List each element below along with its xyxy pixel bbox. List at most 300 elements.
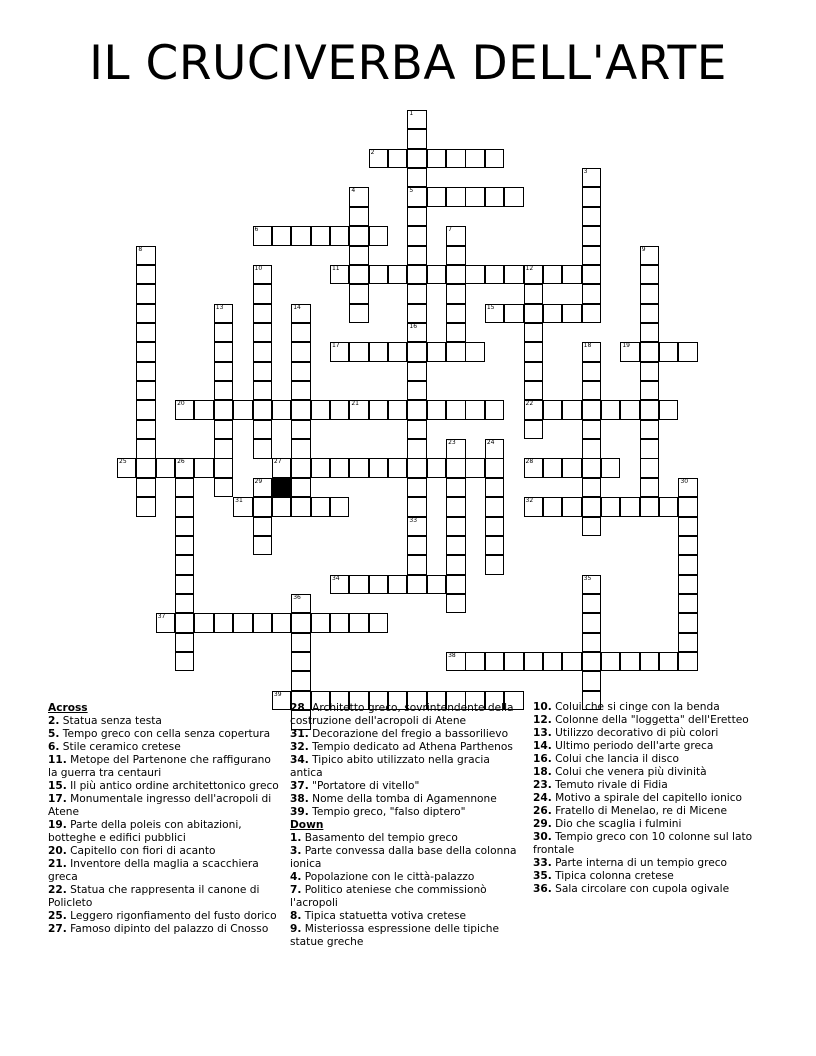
grid-cell[interactable] — [446, 555, 465, 574]
grid-cell[interactable] — [407, 168, 426, 187]
grid-cell[interactable] — [253, 304, 272, 323]
grid-cell[interactable] — [233, 613, 252, 632]
grid-cell[interactable] — [446, 226, 465, 245]
grid-cell[interactable] — [446, 536, 465, 555]
grid-cell[interactable] — [601, 497, 620, 516]
grid-cell[interactable] — [582, 613, 601, 632]
grid-cell[interactable] — [291, 342, 310, 361]
grid-cell[interactable] — [272, 497, 291, 516]
grid-cell[interactable] — [253, 265, 272, 284]
grid-cell[interactable] — [253, 420, 272, 439]
grid-cell[interactable] — [465, 342, 484, 361]
grid-cell[interactable] — [214, 381, 233, 400]
grid-cell[interactable] — [175, 555, 194, 574]
grid-cell[interactable] — [233, 497, 252, 516]
grid-cell[interactable] — [272, 458, 291, 477]
grid-cell[interactable] — [543, 304, 562, 323]
grid-cell[interactable] — [485, 652, 504, 671]
grid-cell[interactable] — [214, 613, 233, 632]
grid-cell[interactable] — [446, 323, 465, 342]
grid-cell[interactable] — [465, 652, 484, 671]
grid-cell[interactable] — [407, 284, 426, 303]
grid-cell[interactable] — [678, 575, 697, 594]
grid-cell[interactable] — [524, 323, 543, 342]
grid-cell[interactable] — [407, 129, 426, 148]
across-clue: 21. Inventore della maglia a scacchiera greca — [48, 858, 259, 883]
grid-cell[interactable] — [504, 304, 523, 323]
grid-cell[interactable] — [485, 478, 504, 497]
grid-cell[interactable] — [136, 400, 155, 419]
grid-cell[interactable] — [214, 478, 233, 497]
grid-cell[interactable] — [504, 265, 523, 284]
grid-cell[interactable] — [562, 265, 581, 284]
clue-number: 23 — [448, 439, 456, 447]
grid-cell[interactable] — [136, 381, 155, 400]
grid-cell[interactable] — [272, 400, 291, 419]
grid-cell[interactable] — [291, 400, 310, 419]
grid-cell[interactable] — [446, 497, 465, 516]
grid-cell[interactable] — [291, 439, 310, 458]
grid-cell[interactable] — [156, 613, 175, 632]
grid-cell[interactable] — [582, 207, 601, 226]
grid-cell[interactable] — [446, 304, 465, 323]
grid-cell[interactable] — [640, 246, 659, 265]
grid-cell[interactable] — [407, 149, 426, 168]
grid-cell[interactable] — [175, 536, 194, 555]
grid-cell[interactable] — [407, 458, 426, 477]
grid-cell[interactable] — [407, 187, 426, 206]
grid-cell[interactable] — [136, 246, 155, 265]
grid-cell[interactable] — [582, 420, 601, 439]
grid-cell[interactable] — [136, 284, 155, 303]
grid-cell[interactable] — [349, 458, 368, 477]
grid-cell[interactable] — [407, 420, 426, 439]
grid-cell[interactable] — [349, 187, 368, 206]
grid-cell[interactable] — [562, 458, 581, 477]
grid-cell[interactable] — [659, 652, 678, 671]
grid-cell[interactable] — [369, 400, 388, 419]
grid-cell[interactable] — [349, 400, 368, 419]
grid-cell[interactable] — [291, 420, 310, 439]
grid-cell[interactable] — [291, 478, 310, 497]
grid-cell[interactable] — [407, 362, 426, 381]
grid-cell[interactable] — [678, 342, 697, 361]
grid-cell[interactable] — [407, 304, 426, 323]
grid-cell[interactable] — [407, 536, 426, 555]
grid-cell[interactable] — [543, 497, 562, 516]
grid-cell[interactable] — [407, 246, 426, 265]
grid-cell[interactable] — [640, 478, 659, 497]
grid-cell[interactable] — [620, 497, 639, 516]
grid-cell[interactable] — [156, 458, 175, 477]
grid-cell[interactable] — [620, 652, 639, 671]
grid-cell[interactable] — [582, 517, 601, 536]
grid-cell[interactable] — [291, 323, 310, 342]
grid-cell[interactable] — [291, 226, 310, 245]
grid-cell[interactable] — [136, 362, 155, 381]
grid-cell[interactable] — [427, 342, 446, 361]
grid-cell[interactable] — [407, 110, 426, 129]
grid-cell[interactable] — [582, 246, 601, 265]
grid-cell[interactable] — [311, 226, 330, 245]
grid-cell[interactable] — [349, 284, 368, 303]
grid-cell[interactable] — [214, 342, 233, 361]
grid-cell[interactable] — [253, 497, 272, 516]
grid-cell[interactable] — [465, 187, 484, 206]
grid-cell[interactable] — [465, 149, 484, 168]
grid-cell[interactable] — [253, 400, 272, 419]
grid-cell[interactable] — [504, 652, 523, 671]
grid-cell[interactable] — [678, 594, 697, 613]
grid-cell[interactable] — [291, 671, 310, 690]
grid-cell[interactable] — [291, 613, 310, 632]
grid-cell[interactable] — [446, 265, 465, 284]
grid-cell[interactable] — [330, 613, 349, 632]
across-clue: 2. Statua senza testa — [48, 715, 162, 727]
grid-cell[interactable] — [582, 226, 601, 245]
grid-cell[interactable] — [253, 536, 272, 555]
grid-cell[interactable] — [407, 226, 426, 245]
grid-cell[interactable] — [136, 458, 155, 477]
grid-cell[interactable] — [582, 381, 601, 400]
grid-cell[interactable] — [407, 381, 426, 400]
grid-cell[interactable] — [214, 323, 233, 342]
grid-cell[interactable] — [640, 400, 659, 419]
grid-cell[interactable] — [524, 652, 543, 671]
grid-cell[interactable] — [485, 439, 504, 458]
grid-cell[interactable] — [446, 149, 465, 168]
grid-cell[interactable] — [582, 652, 601, 671]
grid-cell[interactable] — [524, 458, 543, 477]
grid-cell[interactable] — [175, 478, 194, 497]
grid-cell[interactable] — [427, 575, 446, 594]
grid-cell[interactable] — [640, 265, 659, 284]
grid-cell[interactable] — [446, 575, 465, 594]
grid-cell[interactable] — [640, 362, 659, 381]
grid-cell[interactable] — [136, 439, 155, 458]
grid-cell[interactable] — [369, 149, 388, 168]
grid-cell[interactable] — [388, 342, 407, 361]
across-clue: 5. Tempo greco con cella senza copertura — [48, 728, 271, 740]
grid-cell[interactable] — [407, 517, 426, 536]
across-clue: 32. Tempio dedicato ad Athena Parthenos — [290, 741, 513, 753]
grid-cell[interactable] — [640, 439, 659, 458]
grid-cell[interactable] — [194, 458, 213, 477]
grid-cell[interactable] — [446, 342, 465, 361]
grid-cell[interactable] — [291, 304, 310, 323]
grid-cell[interactable] — [485, 149, 504, 168]
grid-cell[interactable] — [485, 187, 504, 206]
grid-cell[interactable] — [214, 362, 233, 381]
grid-cell[interactable] — [582, 439, 601, 458]
grid-cell[interactable] — [524, 420, 543, 439]
grid-cell[interactable] — [524, 381, 543, 400]
grid-cell[interactable] — [640, 381, 659, 400]
grid-cell[interactable] — [446, 246, 465, 265]
grid-cell[interactable] — [175, 458, 194, 477]
grid-cell[interactable] — [524, 342, 543, 361]
grid-cell[interactable] — [407, 265, 426, 284]
grid-cell[interactable] — [446, 284, 465, 303]
grid-cell[interactable] — [485, 536, 504, 555]
grid-cell[interactable] — [330, 265, 349, 284]
grid-cell[interactable] — [388, 265, 407, 284]
clue-number: 6 — [254, 226, 259, 234]
grid-cell[interactable] — [253, 284, 272, 303]
grid-cell[interactable] — [214, 420, 233, 439]
grid-cell[interactable] — [388, 458, 407, 477]
grid-cell[interactable] — [446, 458, 465, 477]
grid-cell[interactable] — [562, 400, 581, 419]
grid-cell[interactable] — [485, 304, 504, 323]
grid-cell[interactable] — [543, 400, 562, 419]
grid-cell[interactable] — [582, 400, 601, 419]
clue-number: 2 — [370, 148, 375, 156]
grid-cell[interactable] — [194, 613, 213, 632]
grid-cell[interactable] — [291, 497, 310, 516]
grid-cell[interactable] — [640, 342, 659, 361]
grid-cell[interactable] — [446, 400, 465, 419]
grid-cell[interactable] — [330, 575, 349, 594]
grid-cell[interactable] — [233, 400, 252, 419]
grid-cell[interactable] — [562, 304, 581, 323]
grid-cell[interactable] — [253, 478, 272, 497]
grid-cell[interactable] — [136, 323, 155, 342]
grid-cell[interactable] — [369, 458, 388, 477]
grid-cell[interactable] — [311, 458, 330, 477]
grid-cell[interactable] — [485, 555, 504, 574]
grid-cell[interactable] — [465, 400, 484, 419]
grid-cell[interactable] — [330, 458, 349, 477]
grid-cell[interactable] — [446, 439, 465, 458]
grid-cell[interactable] — [291, 381, 310, 400]
grid-cell[interactable] — [678, 536, 697, 555]
grid-cell[interactable] — [678, 517, 697, 536]
grid-cell[interactable] — [330, 226, 349, 245]
grid-cell[interactable] — [524, 284, 543, 303]
grid-cell[interactable] — [543, 265, 562, 284]
grid-cell[interactable] — [562, 497, 581, 516]
grid-cell[interactable] — [485, 400, 504, 419]
grid-cell[interactable] — [407, 207, 426, 226]
grid-cell[interactable] — [407, 342, 426, 361]
grid-cell[interactable] — [582, 633, 601, 652]
across-clue: 38. Nome della tomba di Agamennone — [290, 793, 497, 805]
grid-cell[interactable] — [330, 497, 349, 516]
grid-cell[interactable] — [678, 652, 697, 671]
grid-cell[interactable] — [582, 187, 601, 206]
grid-cell[interactable] — [640, 497, 659, 516]
grid-cell[interactable] — [582, 284, 601, 303]
grid-cell[interactable] — [369, 575, 388, 594]
grid-cell[interactable] — [175, 613, 194, 632]
grid-cell[interactable] — [504, 187, 523, 206]
grid-cell[interactable] — [407, 575, 426, 594]
grid-cell[interactable] — [136, 420, 155, 439]
grid-cell[interactable] — [427, 458, 446, 477]
grid-cell[interactable] — [369, 342, 388, 361]
grid-cell[interactable] — [601, 400, 620, 419]
grid-cell[interactable] — [136, 265, 155, 284]
clue-number: 22 — [525, 400, 534, 408]
grid-cell[interactable] — [620, 400, 639, 419]
grid-cell[interactable] — [543, 458, 562, 477]
grid-cell[interactable] — [465, 458, 484, 477]
grid-cell[interactable] — [446, 517, 465, 536]
grid-cell[interactable] — [175, 517, 194, 536]
grid-cell[interactable] — [349, 613, 368, 632]
grid-cell[interactable] — [175, 594, 194, 613]
grid-cell[interactable] — [582, 342, 601, 361]
grid-cell[interactable] — [407, 478, 426, 497]
grid-cell[interactable] — [291, 458, 310, 477]
grid-cell[interactable] — [582, 362, 601, 381]
grid-cell[interactable] — [582, 304, 601, 323]
grid-cell[interactable] — [291, 652, 310, 671]
grid-cell[interactable] — [253, 362, 272, 381]
grid-cell[interactable] — [582, 265, 601, 284]
grid-cell[interactable] — [485, 265, 504, 284]
grid-cell[interactable] — [136, 478, 155, 497]
grid-cell[interactable] — [582, 671, 601, 690]
grid-cell[interactable] — [136, 304, 155, 323]
grid-cell[interactable] — [485, 497, 504, 516]
grid-cell[interactable] — [465, 265, 484, 284]
grid-cell[interactable] — [485, 458, 504, 477]
grid-cell[interactable] — [214, 439, 233, 458]
grid-cell[interactable] — [562, 652, 581, 671]
grid-cell[interactable] — [369, 265, 388, 284]
grid-cell[interactable] — [291, 594, 310, 613]
grid-cell[interactable] — [582, 168, 601, 187]
grid-cell[interactable] — [136, 497, 155, 516]
grid-cell[interactable] — [640, 284, 659, 303]
grid-cell[interactable] — [253, 323, 272, 342]
grid-cell[interactable] — [117, 458, 136, 477]
grid-cell[interactable] — [349, 207, 368, 226]
grid-cell[interactable] — [349, 226, 368, 245]
grid-cell[interactable] — [407, 497, 426, 516]
grid-cell[interactable] — [349, 304, 368, 323]
grid-cell[interactable] — [640, 304, 659, 323]
grid-cell[interactable] — [253, 439, 272, 458]
grid-cell[interactable] — [175, 497, 194, 516]
grid-cell[interactable] — [427, 149, 446, 168]
grid-cell[interactable] — [640, 323, 659, 342]
grid-cell[interactable] — [330, 400, 349, 419]
grid-cell[interactable] — [485, 517, 504, 536]
grid-cell[interactable] — [330, 342, 349, 361]
grid-cell[interactable] — [582, 594, 601, 613]
clue-number: 21 — [351, 400, 359, 408]
grid-cell[interactable] — [601, 652, 620, 671]
grid-cell[interactable] — [407, 439, 426, 458]
grid-cell[interactable] — [582, 497, 601, 516]
grid-cell[interactable] — [311, 613, 330, 632]
grid-cell[interactable] — [388, 575, 407, 594]
down-clue: 24. Motivo a spirale del capitello ionico — [533, 792, 743, 804]
grid-cell[interactable] — [678, 497, 697, 516]
grid-cell[interactable] — [214, 458, 233, 477]
grid-cell[interactable] — [407, 555, 426, 574]
grid-cell[interactable] — [253, 342, 272, 361]
grid-cell[interactable] — [253, 613, 272, 632]
grid-cell[interactable] — [582, 478, 601, 497]
grid-cell[interactable] — [582, 458, 601, 477]
clue-number: 10 — [254, 264, 263, 272]
grid-cell[interactable] — [524, 362, 543, 381]
grid-cell[interactable] — [582, 575, 601, 594]
grid-cell[interactable] — [543, 652, 562, 671]
grid-cell[interactable] — [659, 342, 678, 361]
grid-cell[interactable] — [427, 265, 446, 284]
grid-cell[interactable] — [446, 652, 465, 671]
grid-cell[interactable] — [640, 652, 659, 671]
grid-cell[interactable] — [659, 497, 678, 516]
grid-cell[interactable] — [446, 478, 465, 497]
grid-cell[interactable] — [640, 458, 659, 477]
grid-cell[interactable] — [601, 458, 620, 477]
grid-cell[interactable] — [369, 613, 388, 632]
grid-cell[interactable] — [214, 304, 233, 323]
grid-cell[interactable] — [349, 246, 368, 265]
grid-cell[interactable] — [524, 400, 543, 419]
grid-cell[interactable] — [524, 497, 543, 516]
grid-cell[interactable] — [640, 420, 659, 439]
grid-cell[interactable] — [678, 478, 697, 497]
grid-cell[interactable] — [291, 362, 310, 381]
grid-cell[interactable] — [659, 400, 678, 419]
grid-cell[interactable] — [524, 265, 543, 284]
grid-cell[interactable] — [524, 304, 543, 323]
grid-cell[interactable] — [678, 555, 697, 574]
grid-cell[interactable] — [407, 323, 426, 342]
grid-cell[interactable] — [253, 381, 272, 400]
grid-cell[interactable] — [194, 400, 213, 419]
grid-cell[interactable] — [388, 400, 407, 419]
grid-cell[interactable] — [427, 400, 446, 419]
grid-cell[interactable] — [349, 342, 368, 361]
grid-cell[interactable] — [349, 265, 368, 284]
grid-cell[interactable] — [253, 226, 272, 245]
grid-cell[interactable] — [272, 613, 291, 632]
across-clue: 25. Leggero rigonfiamento del fusto dorico — [48, 910, 277, 922]
grid-cell[interactable] — [369, 226, 388, 245]
grid-cell[interactable] — [272, 226, 291, 245]
grid-cell[interactable] — [175, 575, 194, 594]
grid-cell[interactable] — [678, 633, 697, 652]
grid-cell[interactable] — [446, 594, 465, 613]
grid-cell[interactable] — [311, 497, 330, 516]
grid-cell[interactable] — [407, 400, 426, 419]
grid-cell[interactable] — [678, 613, 697, 632]
grid-cell[interactable] — [427, 187, 446, 206]
grid-cell[interactable] — [253, 517, 272, 536]
grid-cell[interactable] — [291, 633, 310, 652]
grid-cell[interactable] — [175, 652, 194, 671]
grid-cell[interactable] — [349, 575, 368, 594]
grid-cell[interactable] — [175, 633, 194, 652]
grid-cell[interactable] — [388, 149, 407, 168]
clue-number: 14 — [293, 303, 301, 311]
grid-cell[interactable] — [311, 400, 330, 419]
clues-column-1 — [48, 702, 280, 936]
grid-cell[interactable] — [214, 400, 233, 419]
grid-cell[interactable] — [175, 400, 194, 419]
grid-cell[interactable] — [620, 342, 639, 361]
grid-cell[interactable] — [136, 342, 155, 361]
grid-cell[interactable] — [446, 187, 465, 206]
